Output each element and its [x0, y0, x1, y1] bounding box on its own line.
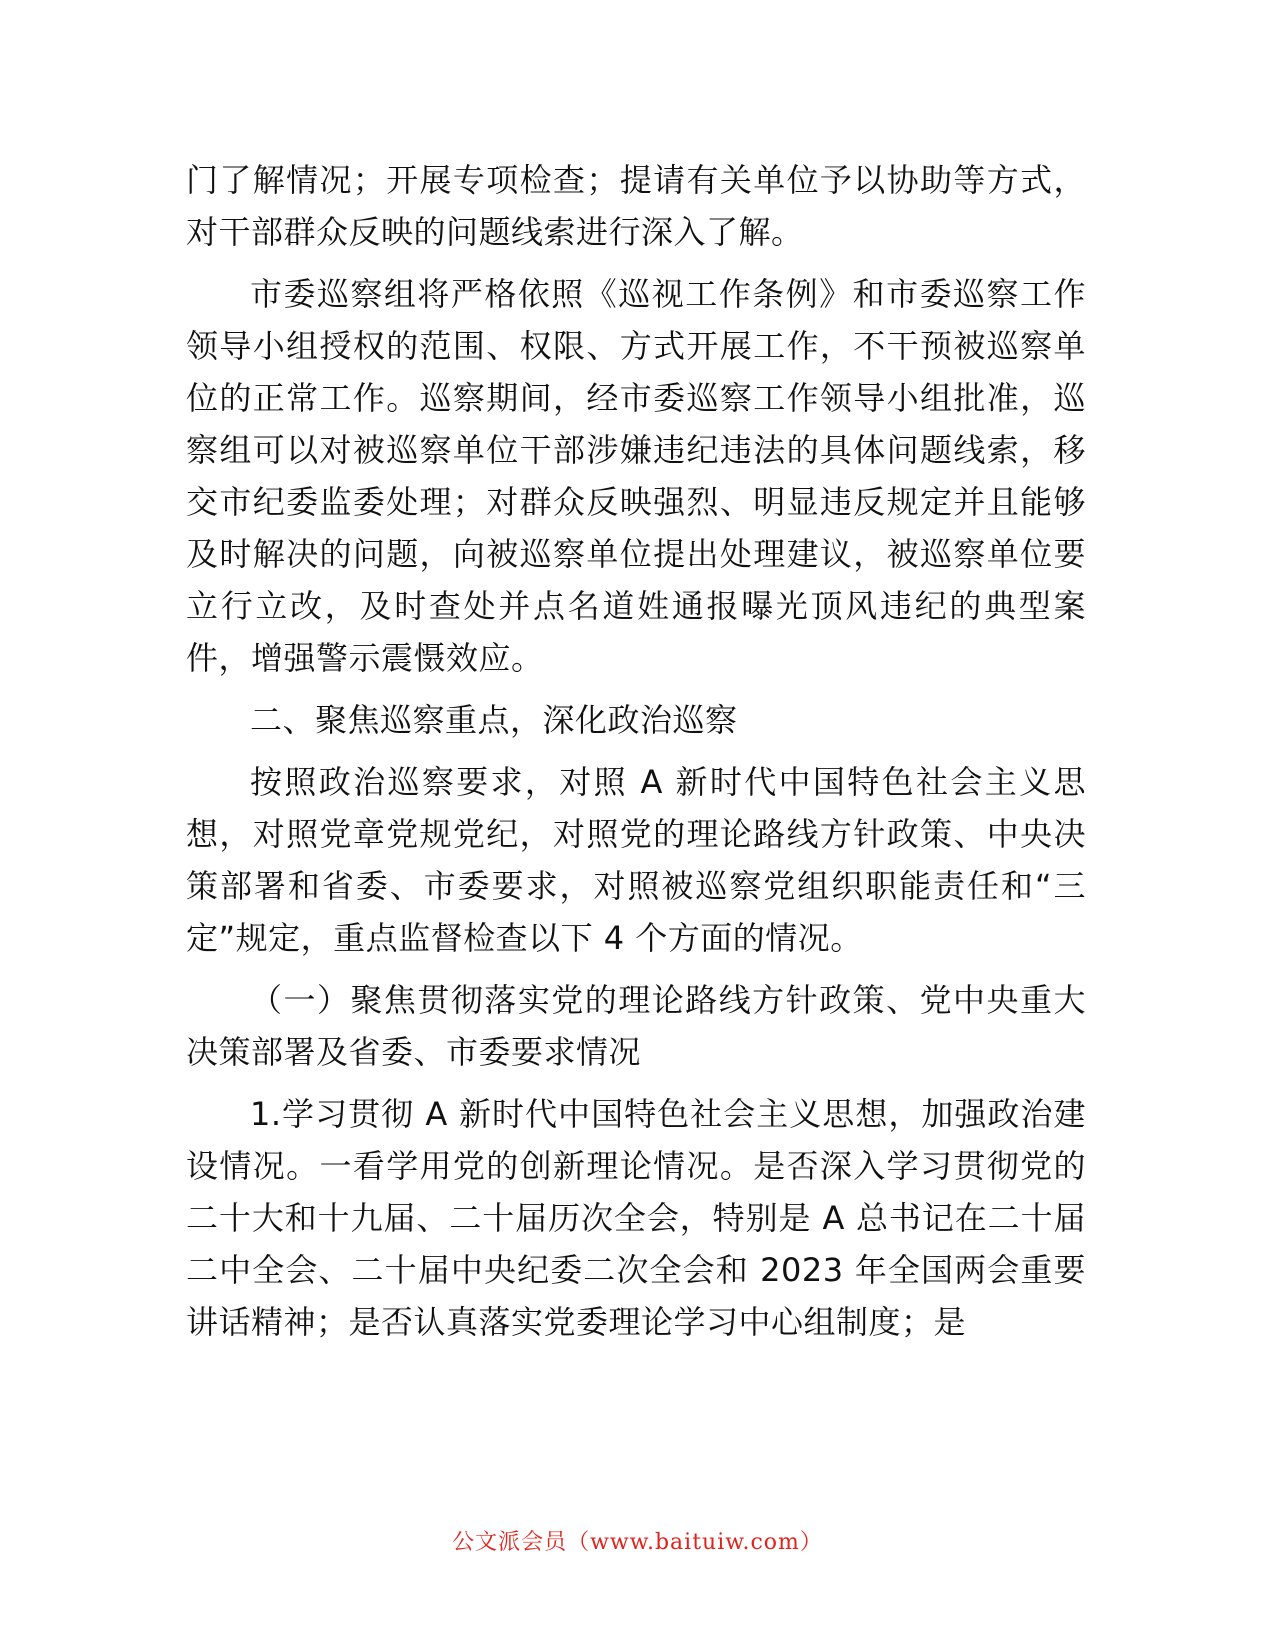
subsection-heading-1: （一）聚焦贯彻落实党的理论路线方针政策、党中央重大决策部署及省委、市委要求情况: [186, 981, 1086, 1071]
section-heading-2: 二、聚焦巡察重点，深化政治巡察: [250, 701, 738, 739]
paragraph-inspection-rules: 市委巡察组将严格依照《巡视工作条例》和市委巡察工作领导小组授权的范围、权限、方式开展工作，不干预被巡察单位的正常工作。巡察期间，经市委巡察工作领导小组批准，巡察组可以对被巡察单位干部涉嫌违纪违法的具体问题线索，移交市纪委监委处理；对群众反映强烈、明显违反规定并且能够及时解决的问题，向被巡察单位提出处理建议，被巡察单位要立行立改，及时查处并点名道姓通报曝光顶风违纪的典型案件，增强警示震慑效应。: [186, 275, 1086, 677]
paragraph-continuation: 门了解情况；开展专项检查；提请有关单位予以协助等方式，对干部群众反映的问题线索进行深入了解。: [186, 161, 1086, 251]
footer-watermark: 公文派会员（www.baituiw.com）: [452, 1530, 823, 1555]
paragraph-item-1: 1.学习贯彻 A 新时代中国特色社会主义思想，加强政治建设情况。一看学用党的创新理论情况。是否深入学习贯彻党的二十大和十九届、二十届历次全会，特别是 A 总书记在二十届二中全会、二十届中央纪委二次全会和 2023 年全国两会重要讲话精神；是否认真落实党委理论学习中心组制度；是: [186, 1095, 1086, 1341]
document-body: [186, 154, 1086, 1358]
paragraph-political-inspection: 按照政治巡察要求，对照 A 新时代中国特色社会主义思想，对照党章党规党纪，对照党的理论路线方针政策、中央决策部署和省委、市委要求，对照被巡察党组织职能责任和“三定”规定，重点监督检查以下 4 个方面的情况。: [186, 763, 1086, 957]
